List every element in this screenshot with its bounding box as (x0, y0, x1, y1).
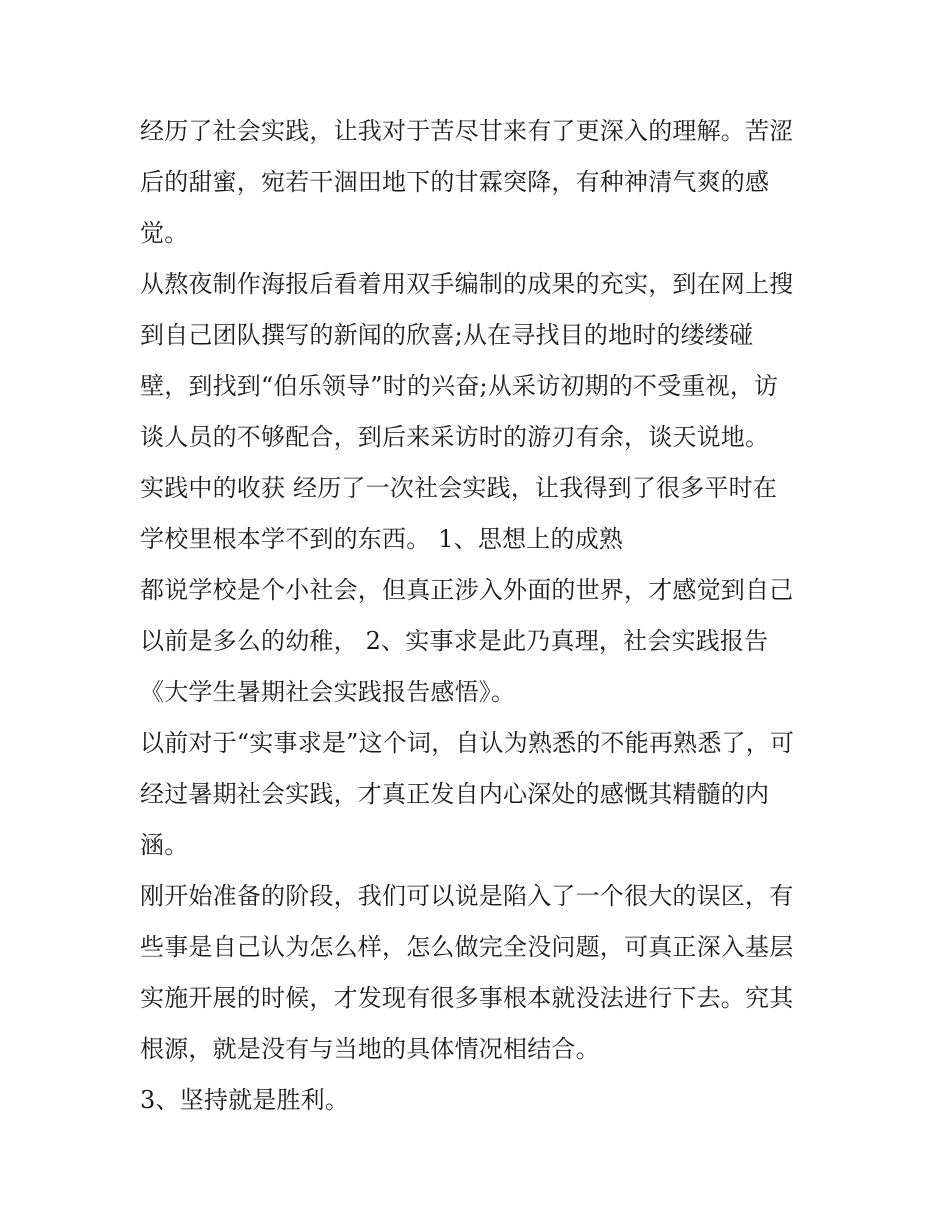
text-line: 以前对于“实事求是”这个词，自认为熟悉的不能再熟悉了，可 (140, 729, 795, 757)
text-line: 壁，到找到“伯乐领导”时的兴奋;从采访初期的不受重视，访 (140, 372, 779, 400)
text-line: 实践中的收获 经历了一次社会实践，让我得到了很多平时在 (140, 474, 778, 502)
text-line: 学校里根本学不到的东西。 1、思想上的成熟 (140, 525, 624, 553)
text-line: 《大学生暑期社会实践报告感悟》。 (140, 678, 516, 706)
text-line: 涵。 (140, 831, 189, 859)
text-line: 谈人员的不够配合，到后来采访时的游刃有余，谈天说地。 (140, 423, 770, 451)
text-line: 都说学校是个小社会，但真正涉入外面的世界，才感觉到自己 (140, 576, 794, 604)
text-line: 到自己团队撰写的新闻的欣喜;从在寻找目的地时的缕缕碰 (140, 321, 754, 349)
text-line: 从熬夜制作海报后看着用双手编制的成果的充实，到在网上搜 (140, 270, 794, 298)
text-line: 3、坚持就是胜利。 (140, 1086, 350, 1114)
text-line: 经过暑期社会实践，才真正发自内心深处的感慨其精髓的内 (140, 780, 770, 808)
text-line: 实施开展的时候，才发现有很多事根本就没法进行下去。究其 (140, 984, 794, 1012)
text-line: 以前是多么的幼稚， 2、实事求是此乃真理，社会实践报告 (140, 627, 769, 655)
body-text (140, 106, 820, 1126)
text-line: 后的甜蜜，宛若干涸田地下的甘霖突降，有种神清气爽的感 (140, 168, 770, 196)
text-line: 根源，就是没有与当地的具体情况相结合。 (140, 1035, 600, 1063)
text-line: 经历了社会实践，让我对于苦尽甘来有了更深入的理解。苦涩 (140, 117, 794, 145)
text-line: 些事是自己认为怎么样，怎么做完全没问题，可真正深入基层 (140, 933, 794, 961)
text-line: 刚开始准备的阶段，我们可以说是陷入了一个很大的误区，有 (140, 882, 794, 910)
text-line: 觉。 (140, 219, 189, 247)
